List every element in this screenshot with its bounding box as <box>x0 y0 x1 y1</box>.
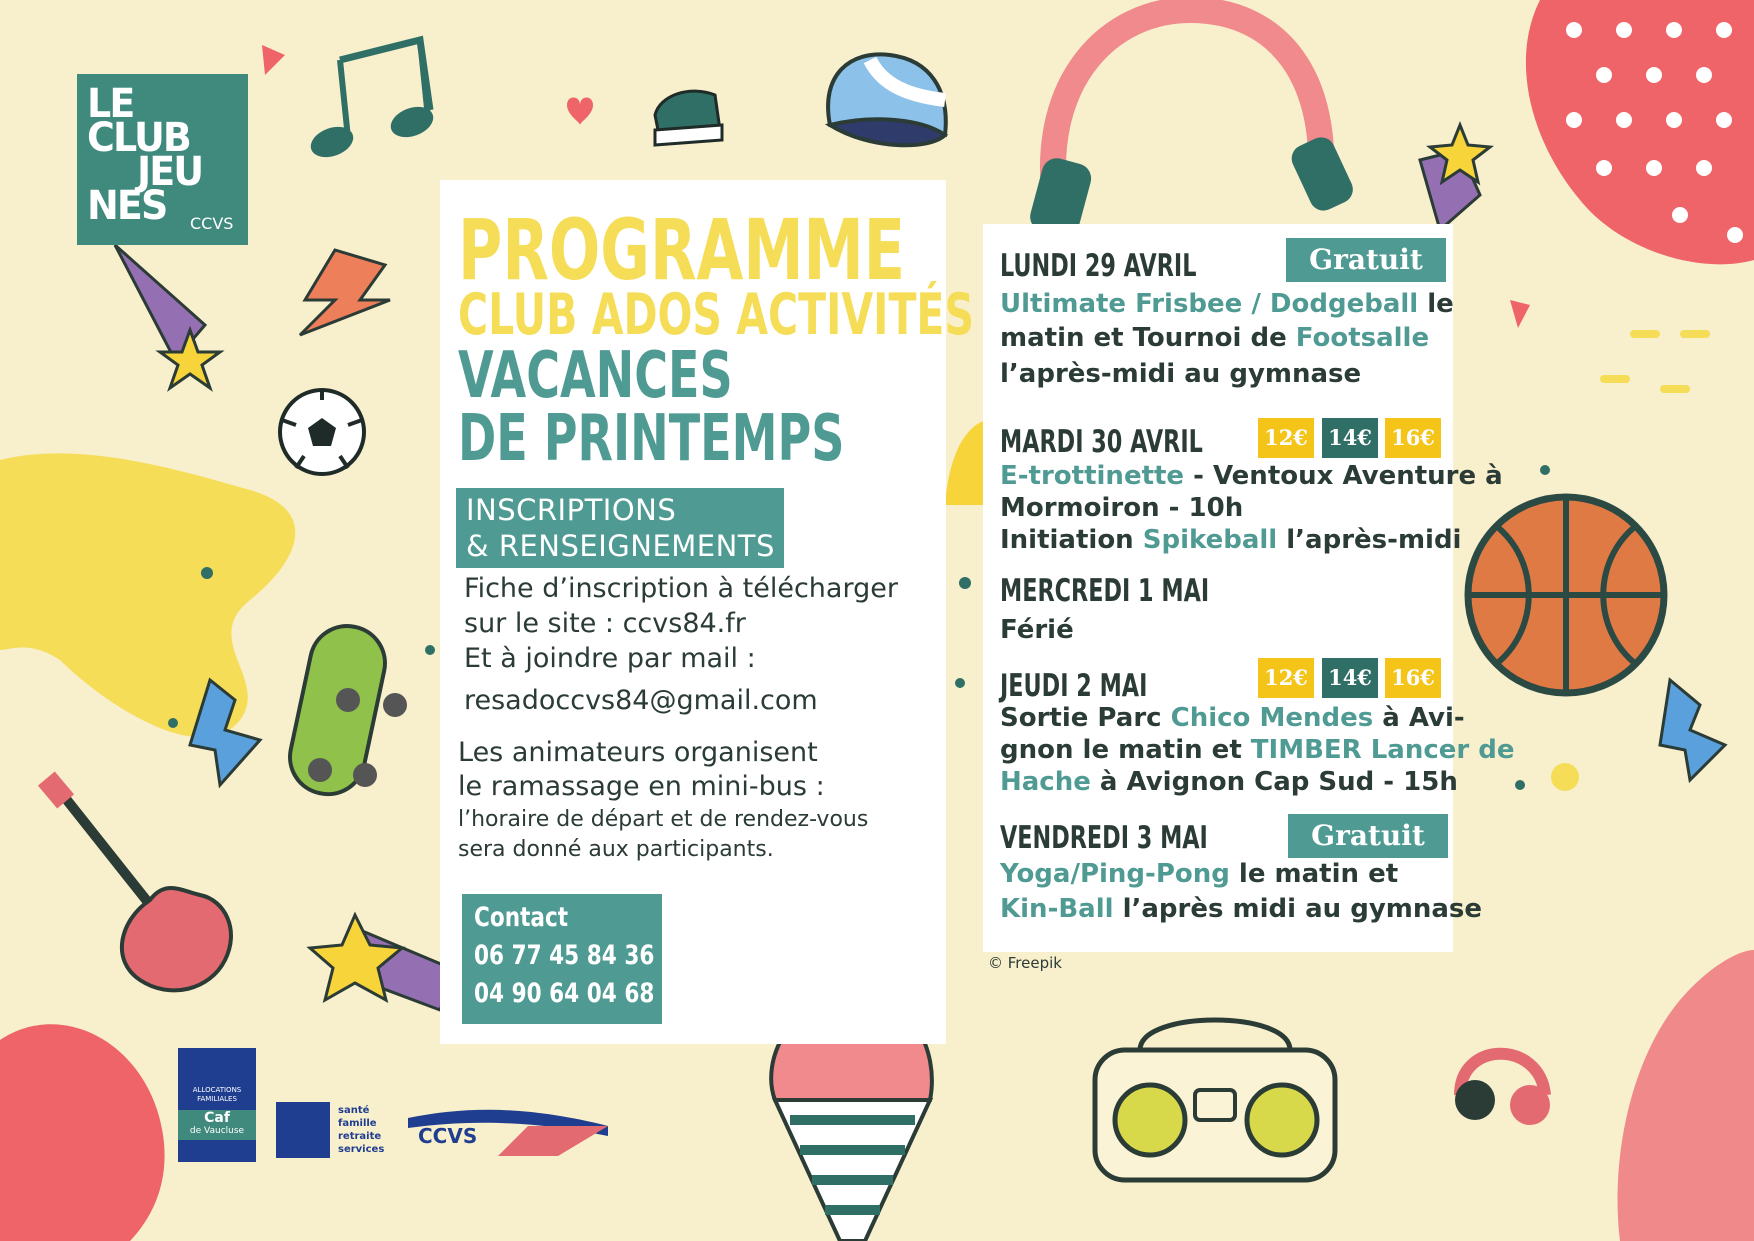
caf-logo <box>178 1048 256 1162</box>
info-line1: Fiche d’inscription à télécharger <box>464 573 898 604</box>
triangle-icon <box>1510 300 1530 328</box>
shooting-star-icon <box>115 245 220 388</box>
inscriptions-line2: & RENSEIGNEMENTS <box>466 529 775 563</box>
contact-box <box>462 894 662 1024</box>
msa-line4: services <box>338 1144 385 1155</box>
activity-yoga: Yoga/Ping-Pong <box>1000 859 1230 889</box>
inscriptions-banner <box>456 488 784 568</box>
activity-timber: TIMBER Lancer de <box>1250 735 1515 765</box>
activity-spikeball: Spikeball <box>1142 525 1278 555</box>
program-title: PROGRAMME <box>458 201 906 299</box>
activity-text: l’après-midi <box>1277 525 1462 555</box>
heart-icon <box>567 98 593 126</box>
lightning-icon <box>300 250 390 335</box>
logo-line-4: NES <box>87 183 167 229</box>
cap-icon <box>828 54 946 145</box>
activity-text: - Ventoux Aventure à <box>1184 461 1503 491</box>
activity-text: le matin et <box>1229 859 1399 889</box>
ccvs-logo <box>408 1106 608 1156</box>
inscriptions-line1: INSCRIPTIONS <box>466 493 677 527</box>
caf-line1: ALLOCATIONS <box>192 1086 242 1094</box>
activity-text: à Avignon Cap Sud - 15h <box>1090 767 1458 797</box>
price-14-tuesday: 14€ <box>1322 418 1378 458</box>
activity-text: Initiation <box>1000 525 1143 555</box>
badge-free-monday: Gratuit <box>1286 238 1446 282</box>
bus-line1: Les animateurs organisent <box>458 737 818 768</box>
headphones-icon <box>1053 10 1321 200</box>
image-credit: © Freepik <box>988 954 1062 972</box>
red-blob-bottom-left <box>0 1024 165 1241</box>
activity-hache: Hache <box>1000 767 1091 797</box>
day-monday: LUNDI 29 AVRIL <box>1000 248 1197 284</box>
bus-line3: l’horaire de départ et de rendez-vous <box>458 807 869 832</box>
activity-text: matin et Tournoi de <box>1000 323 1296 353</box>
activity-text: le <box>1418 289 1454 319</box>
club-jeunes-logo <box>77 74 248 245</box>
activity-text: l’après-midi au gymnase <box>1000 359 1362 389</box>
day-thursday: JEUDI 2 MAI <box>1000 668 1148 704</box>
msa-line2: famille <box>338 1118 377 1129</box>
price-16-thursday: 16€ <box>1385 658 1441 698</box>
caf-line4: de Vaucluse <box>178 1126 256 1140</box>
pink-blob-bottom-right <box>1618 950 1754 1241</box>
logo-line-3: JEU <box>137 149 203 195</box>
contact-phone-1[interactable]: 06 77 45 84 36 <box>474 940 655 971</box>
ccvs-label: CCVS <box>418 1124 478 1148</box>
day-tuesday: MARDI 30 AVRIL <box>1000 424 1203 460</box>
activity-footsalle: Footsalle <box>1295 323 1430 353</box>
skateboard-icon <box>283 619 407 801</box>
contact-label: Contact <box>474 902 569 933</box>
activity-text: à Avi- <box>1373 703 1465 733</box>
day-friday: VENDREDI 3 MAI <box>1000 820 1208 856</box>
price-12-tuesday: 12€ <box>1258 418 1314 458</box>
guitar-icon <box>38 771 231 990</box>
activity-kinball: Kin-Ball <box>1000 894 1114 924</box>
logo-line-5: CCVS <box>190 214 234 233</box>
logo-line-2: CLUB <box>87 115 190 161</box>
price-16-tuesday: 16€ <box>1385 418 1441 458</box>
msa-logo <box>276 1102 394 1158</box>
small-headphones-icon <box>1455 1054 1550 1125</box>
msa-line3: retraite <box>338 1131 382 1142</box>
contact-phone-2[interactable]: 04 90 64 04 68 <box>474 978 655 1009</box>
holiday-text: Férié <box>1000 615 1074 645</box>
activity-etrottinette: E-trottinette <box>1000 461 1185 491</box>
music-note-icon <box>307 40 438 163</box>
program-subtitle: CLUB ADOS ACTIVITÉS <box>458 282 975 348</box>
caf-line2: FAMILIALES <box>197 1095 237 1103</box>
day-wednesday: MERCREDI 1 MAI <box>1000 573 1210 609</box>
bus-line2: le ramassage en mini-bus : <box>458 771 825 802</box>
email-link[interactable]: resadoccvs84@gmail.com <box>464 685 818 716</box>
basketball-icon <box>1468 497 1664 693</box>
program-season-line1: VACANCES <box>458 339 733 413</box>
red-blob-top <box>1526 0 1754 264</box>
crystal-star-icon <box>1420 125 1490 230</box>
purple-star-icon <box>310 915 455 1010</box>
program-season-line2: DE PRINTEMPS <box>458 402 845 476</box>
activity-text: Mormoiron - 10h <box>1000 493 1244 523</box>
boombox-icon <box>1095 1020 1335 1180</box>
soccer-ball-icon <box>280 390 364 474</box>
bus-line4: sera donné aux participants. <box>458 837 774 862</box>
activity-frisbee: Ultimate Frisbee / Dodgeball <box>1000 289 1419 319</box>
caf-line3: Caf <box>178 1110 256 1126</box>
blue-lightning-right-icon <box>1660 680 1725 780</box>
badge-free-friday: Gratuit <box>1288 814 1448 858</box>
activity-text: l’après midi au gymnase <box>1113 894 1483 924</box>
info-line2: sur le site : ccvs84.fr <box>464 608 746 639</box>
logo-line-1: LE <box>87 81 134 127</box>
triangle-icon <box>262 45 285 75</box>
activity-text: Sortie Parc <box>1000 703 1171 733</box>
msa-line1: santé <box>338 1105 370 1116</box>
price-14-thursday: 14€ <box>1322 658 1378 698</box>
price-12-thursday: 12€ <box>1258 658 1314 698</box>
activity-text: gnon le matin et <box>1000 735 1251 765</box>
activity-chico-mendes: Chico Mendes <box>1170 703 1374 733</box>
sneaker-icon <box>655 91 722 145</box>
info-line3: Et à joindre par mail : <box>464 643 756 674</box>
yellow-blob <box>0 453 295 737</box>
